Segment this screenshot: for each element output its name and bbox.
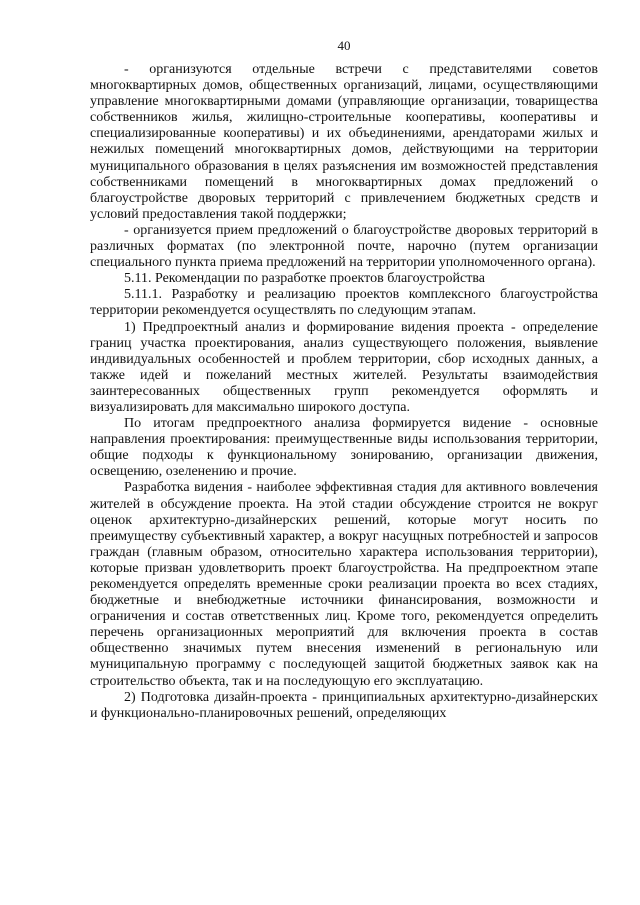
paragraph-proposals-reception: - организуется прием предложений о благоустройстве дворовых территорий в различных форматах (по электронной почте, нарочно (путем организации специального пункта приема предложений на территории уполномоченного органа). xyxy=(90,222,598,271)
document-page xyxy=(90,38,598,722)
paragraph-preproject-analysis: 1) Предпроектный анализ и формирование видения проекта - определение границ участка проектирования, анализ существующего положения, выявление индивидуальных особенностей и проблем территории, сбор исходных данных, а также идей и пожеланий местных жителей. Результаты взаимодействия заинтересованных общественных групп рекомендуется оформлять и визуализировать для максимально широкого доступа. xyxy=(90,319,598,415)
paragraph-design-project: 2) Подготовка дизайн-проекта - принципиальных архитектурно-дизайнерских и функционально-планировочных решений, определяющих xyxy=(90,689,598,721)
paragraph-5-11-1: 5.11.1. Разработку и реализацию проектов комплексного благоустройства территории рекомендуется осуществлять по следующим этапам. xyxy=(90,287,598,319)
paragraph-vision-result: По итогам предпроектного анализа формируется видение - основные направления проектирования: преимущественные виды использования территории, общие подходы к функциональному зонированию, организации движения, освещению, озеленению и прочие. xyxy=(90,416,598,480)
paragraph-vision-development: Разработка видения - наиболее эффективная стадия для активного вовлечения жителей в обсуждение проекта. На этой стадии обсуждение строится не вокруг оценок архитектурно-дизайнерских решений, которые могут носить по преимуществу субъективный характер, а вокруг насущных потребностей и запросов граждан (главным образом, относительно характера использования территории), которые призван удовлетворить проект благоустройства. На предпроектном этапе рекомендуется определять временные сроки реализации проекта во всех стадиях, бюджетные и внебюджетные источники финансирования, возможности и ограничения и состав ответственных лиц. Кроме того, рекомендуется определить перечень организационных мероприятий для включения проекта в состав общественно значимых путем внесения изменений в региональную или муниципальную программу с последующей защитой бюджетных заявок как на строительство объекта, так и на последующую его эксплуатацию. xyxy=(90,480,598,689)
paragraph-meetings-organization: - организуются отдельные встречи с представителями советов многоквартирных домов, общественных организаций, лицами, осуществляющими управление многоквартирными домами (управляющие организации, товарищества собственников жилья, жилищно-строительные кооперативы, кооперативы и специализированные кооперативы) и их объединениями, арендаторами жилых и нежилых помещений многоквартирных домов, действующими на территории муниципального образования в целях разъяснения им возможностей представления собственниками помещений в многоквартирных домах предложений о благоустройстве дворовых территорий с привлечением бюджетных средств и условий предоставления такой поддержки; xyxy=(90,62,598,222)
page-number: 40 xyxy=(337,38,351,53)
section-heading-5-11: 5.11. Рекомендации по разработке проектов благоустройства xyxy=(124,271,486,287)
